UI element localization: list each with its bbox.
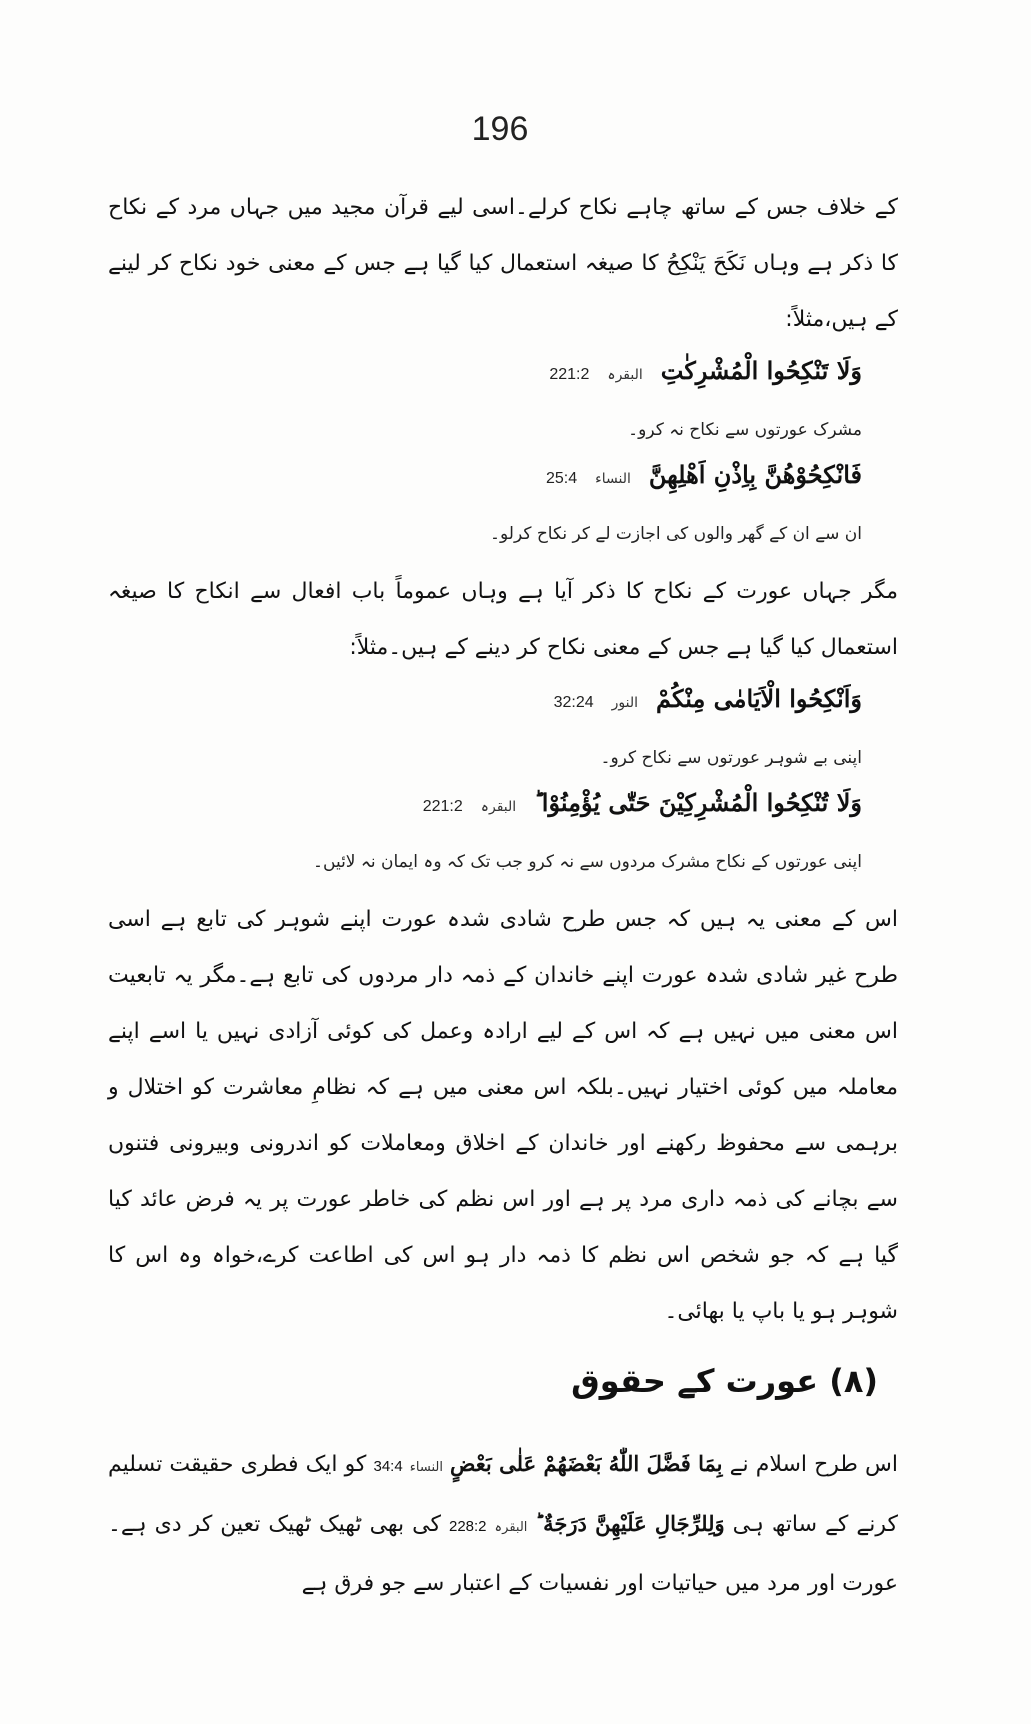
ayah-reference-name: النور	[611, 695, 638, 711]
ayah-arabic: وَاَنْكِحُوا الْاَيَامٰى مِنْكُمْ	[656, 684, 862, 713]
final-reference-name-2: البقرہ	[494, 1520, 528, 1535]
ayah-reference-number: 221:2	[422, 798, 463, 815]
final-arabic-2: وَلِلرِّجَالِ عَلَيْهِنَّ دَرَجَةٌ ؕ	[535, 1511, 725, 1536]
ayah-reference-number: 32:24	[553, 694, 594, 711]
middle-line-2: استعمال کیا گیا ہے جس کے معنی نکاح کر دینے کے ہیں۔مثلاً:	[349, 635, 898, 660]
ayah-translation: اپنی عورتوں کے نکاح مشرک مردوں سے نہ کرو جب تک کہ وہ ایمان نہ لائیں۔	[313, 852, 862, 872]
final-reference-name-1: النساء	[409, 1460, 443, 1475]
intro-line-1: کے خلاف جس کے ساتھ چاہے نکاح کرلے۔اسی لیے قرآن مجید میں جہاں مرد کے نکاح کا	[108, 195, 898, 276]
final-text-2: کو ایک فطری حقیقت تسلیم کرنے کے ساتھ ہی	[108, 1452, 898, 1537]
ayah-translation: اپنی بے شوہر عورتوں سے نکاح کرو۔	[600, 748, 862, 768]
final-reference-number-2: 228:2	[448, 1518, 487, 1535]
middle-line-1: مگر جہاں عورت کے نکاح کا ذکر آیا ہے وہاں عموماً باب افعال سے انکاح کا صیغہ	[108, 579, 898, 604]
final-text-3: کی بھی ٹھیک ٹھیک تعین کر دی ہے۔عورت اور مرد میں حیاتیات اور نفسیات کے اعتبار سے جو فرق ہے	[108, 1512, 898, 1596]
section-heading: (۸) عورت کے حقوق	[571, 1362, 878, 1400]
middle-paragraph	[108, 564, 898, 676]
explanation-paragraph: اس کے معنی یہ ہیں کہ جس طرح شادی شدہ عورت اپنے شوہر کی تابع ہے اسی طرح غیر شادی شدہ عورت اپنے خاندان کے ذمہ دار مردوں کی تابع ہے۔مگر یہ تابعیت اس معنی میں نہیں ہے کہ اس کے لیے ارادہ وعمل کی کوئی آزادی نہیں یا اسے اپنے معاملہ میں کوئی اختیار نہیں۔بلکہ اس معنی میں ہے کہ نظامِ معاشرت کو اختلال و برہمی سے محفوظ رکھنے اور خاندان کے اخلاق ومعاملات کو اندرونی وبیرونی فتنوں سے بچانے کی ذمہ داری مرد پر ہے اور اس نظم کی خاطر عورت پر یہ فرض عائد کیا گیا ہے کہ جو شخص اس نظم کا ذمہ دار ہو اس کی اطاعت کرے،خواہ وہ اس کا شوہر ہو یا باپ یا بھائی۔	[108, 907, 898, 1324]
ayah-reference-name: البقرہ	[607, 367, 643, 383]
final-paragraph	[108, 1436, 898, 1612]
ayah-block	[108, 356, 862, 408]
ayah-block	[108, 460, 862, 512]
ayah-reference-number: 25:4	[545, 470, 578, 487]
page-number: 196	[471, 110, 529, 148]
ayah-block	[108, 788, 862, 840]
final-text-1: اس طرح اسلام نے	[729, 1452, 898, 1477]
ayah-block	[108, 684, 862, 736]
ayah-translation: ان سے ان کے گھر والوں کی اجازت لے کر نکاح کرلو۔	[490, 524, 862, 544]
ayah-reference-number: 221:2	[549, 366, 590, 383]
ayah-arabic: وَلَا تَنْكِحُوا الْمُشْرِكٰتِ	[660, 356, 862, 385]
ayah-reference-name: النساء	[595, 471, 631, 487]
ayah-translation: مشرک عورتوں سے نکاح نہ کرو۔	[628, 420, 862, 440]
page-body	[108, 180, 898, 1612]
final-arabic-1: بِمَا فَضَّلَ اللّٰهُ بَعْضَهُمْ عَلٰى بَعْضٍ	[450, 1451, 723, 1476]
intro-paragraph	[108, 180, 898, 348]
final-reference-number-1: 34:4	[373, 1458, 403, 1475]
intro-line-2: ذکر ہے وہاں نَکَحَ یَنْکِحُ کا صیغہ استعمال کیا گیا ہے جس کے معنی خود نکاح کر لینے کے ہیں،مثلاً:	[108, 251, 898, 332]
ayah-arabic: وَلَا تُنْكِحُوا الْمُشْرِكِيْنَ حَتّٰى يُؤْمِنُوْا ؕ	[534, 788, 862, 817]
ayah-arabic: فَانْكِحُوْهُنَّ بِاِذْنِ اَهْلِهِنَّ	[648, 460, 862, 489]
ayah-reference-name: البقرہ	[480, 799, 517, 815]
